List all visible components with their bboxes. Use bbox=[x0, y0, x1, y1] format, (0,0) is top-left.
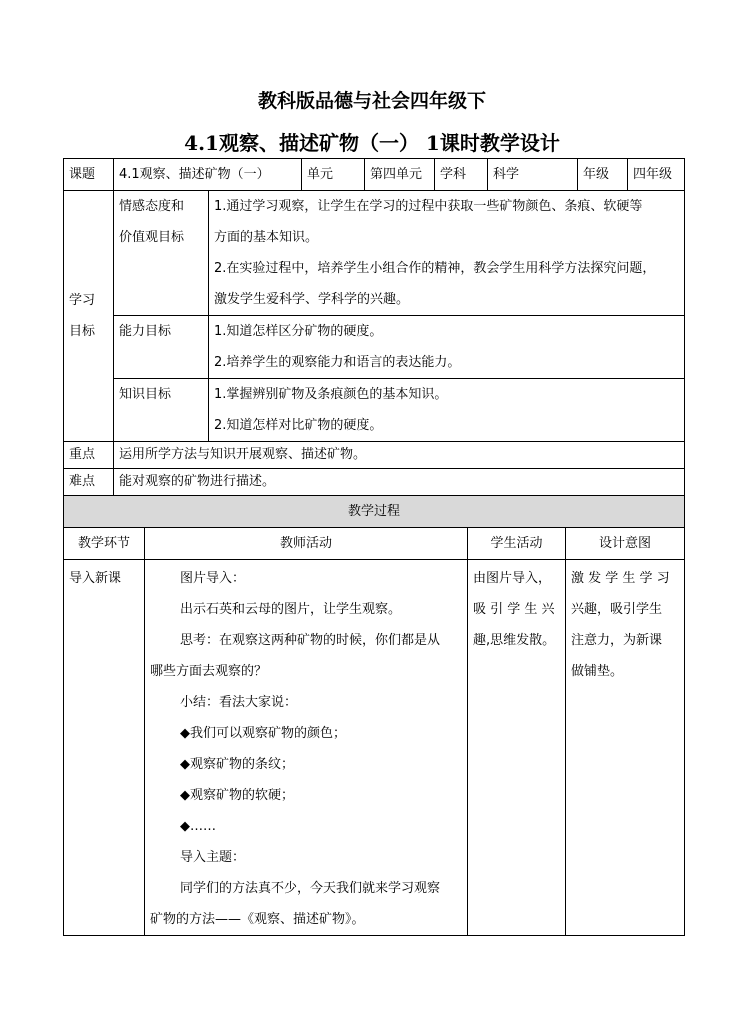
process-title: 教学过程 bbox=[64, 496, 685, 528]
unit-value: 第四单元 bbox=[365, 159, 435, 191]
ability-goal-content: 1.知道怎样区分矿物的硬度。 2.培养学生的观察能力和语言的表达能力。 bbox=[209, 316, 685, 379]
key-point-label: 重点 bbox=[64, 442, 114, 469]
document-title: 教科版品德与社会四年级下 bbox=[257, 90, 486, 112]
teacher-activity-cell: 图片导入： 出示石英和云母的图片，让学生观察。 思考：在观察这两种矿物的时候，你们都是从 哪些方面去观察的？ 小结：看法大家说： ◆我们可以观察矿物的颜色； ◆观察矿物的条纹； ◆观察矿物的软硬； ◆…… 导入主题： 同学们的方法真不少，今天我们就来学习观察 矿物的方法——《观察、描述矿物》。 bbox=[145, 560, 468, 936]
header-design-intent: 设计意图 bbox=[566, 528, 685, 560]
difficulty-value: 能对观察的矿物进行描述。 bbox=[114, 469, 685, 496]
unit-label: 单元 bbox=[302, 159, 365, 191]
design-intent-cell: 激 发 学 生 学 习 兴趣，吸引学生 注意力，为新课 做铺垫。 bbox=[566, 560, 685, 936]
key-point-value: 运用所学方法与知识开展观察、描述矿物。 bbox=[114, 442, 685, 469]
grade-value: 四年级 bbox=[628, 159, 685, 191]
attitude-goal-content: 1.通过学习观察，让学生在学习的过程中获取一些矿物颜色、条痕、软硬等 方面的基本知识。 2.在实验过程中，培养学生小组合作的精神，教会学生用科学方法探究问题， 激发学生爱科学、学科学的兴趣。 bbox=[209, 191, 685, 316]
stage-cell: 导入新课 bbox=[64, 560, 145, 936]
header-teacher-activity: 教师活动 bbox=[145, 528, 468, 560]
knowledge-goal-label: 知识目标 bbox=[114, 379, 209, 442]
student-activity-cell: 由图片导入， 吸 引 学 生 兴 趣,思维发散。 bbox=[468, 560, 566, 936]
subject-label: 学科 bbox=[435, 159, 488, 191]
knowledge-goal-content: 1.掌握辨别矿物及条痕颜色的基本知识。 2.知道怎样对比矿物的硬度。 bbox=[209, 379, 685, 442]
header-stage: 教学环节 bbox=[64, 528, 145, 560]
topic-value: 4.1观察、描述矿物（一） bbox=[114, 159, 302, 191]
header-student-activity: 学生活动 bbox=[468, 528, 566, 560]
grade-label: 年级 bbox=[578, 159, 628, 191]
subject-value: 科学 bbox=[488, 159, 578, 191]
attitude-goal-label: 情感态度和 价值观目标 bbox=[114, 191, 209, 316]
objectives-label: 学习 目标 bbox=[64, 191, 114, 442]
document-subtitle: 4.1观察、描述矿物（一） 1课时教学设计 bbox=[184, 131, 560, 155]
difficulty-label: 难点 bbox=[64, 469, 114, 496]
process-table bbox=[63, 495, 685, 936]
ability-goal-label: 能力目标 bbox=[114, 316, 209, 379]
info-table bbox=[63, 158, 685, 496]
topic-label: 课题 bbox=[64, 159, 114, 191]
